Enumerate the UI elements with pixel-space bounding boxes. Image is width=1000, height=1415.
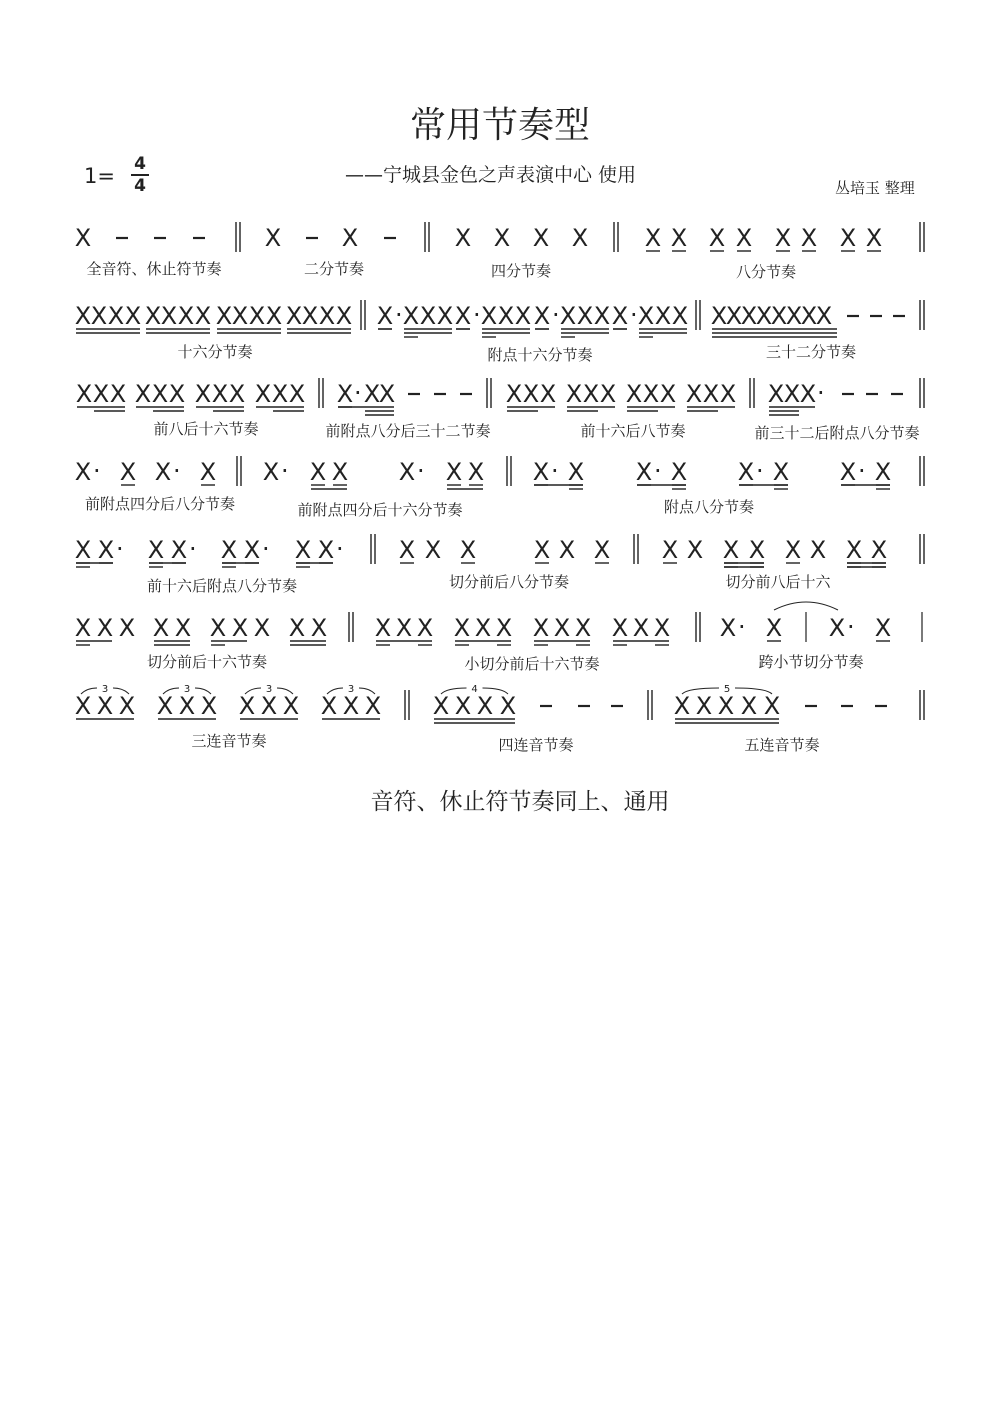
note-x: X [174,614,192,642]
note-x: X [424,536,442,564]
note-x: X [453,614,471,642]
rhythm-label: 全音符、休止符节奏 [86,260,222,278]
tuplet-number: 3 [183,684,191,695]
note-x: X [774,224,792,252]
note-x: X [770,302,788,330]
note-x: X [248,302,266,330]
note-x: X [156,692,174,720]
note-x: X [839,458,857,486]
note-x: X [533,302,551,330]
rhythm-label: 五连音节奏 [744,736,820,754]
note-x: X [178,692,196,720]
note-x: X [740,692,758,720]
note-x: X [637,302,655,330]
augmentation-dot: · [738,613,746,641]
note-x: X [309,458,327,486]
note-x: X [74,536,92,564]
note-x: X [200,692,218,720]
note-x: X [199,458,217,486]
note-x: X [708,224,726,252]
note-x: X [599,380,617,408]
note-x: X [336,380,354,408]
note-x: X [432,692,450,720]
note-x: X [294,536,312,564]
note-x: X [310,614,328,642]
rhythm-label: 八分节奏 [735,263,797,281]
note-x: X [686,536,704,564]
note-x: X [784,536,802,564]
rhythm-label: 前附点四分后十六分节奏 [297,501,463,519]
augmentation-dot: · [654,457,662,485]
note-x: X [809,536,827,564]
augmentation-dot: · [354,379,362,407]
note-x: X [398,536,416,564]
note-x: X [260,692,278,720]
note-x: X [582,380,600,408]
note-x: X [253,614,271,642]
note-x: X [659,380,677,408]
augmentation-dot: · [189,535,197,563]
note-x: X [374,614,392,642]
note-x: X [376,302,394,330]
note-x: X [107,302,125,330]
note-x: X [209,614,227,642]
note-x: X [342,692,360,720]
rhythm-label: 附点八分节奏 [663,498,755,516]
note-x: X [228,380,246,408]
note-x: X [74,692,92,720]
note-x: X [151,380,169,408]
augmentation-dot: · [336,535,344,563]
footer-note: 音符、休止符节奏同上、通用 [370,789,670,815]
note-x: X [670,224,688,252]
note-x: X [828,614,846,642]
rhythm-label: 四分节奏 [490,262,552,280]
augmentation-dot: · [173,457,181,485]
note-x: X [168,380,186,408]
note-x: X [574,614,592,642]
augmentation-dot: · [756,457,764,485]
augmentation-dot: · [817,379,825,407]
note-x: X [800,302,818,330]
note-x: X [474,614,492,642]
note-x: X [735,224,753,252]
note-x: X [134,380,152,408]
note-x: X [118,692,136,720]
note-x: X [335,302,353,330]
rhythm-label: 三十二分节奏 [765,343,857,361]
note-x: X [467,458,485,486]
note-x: X [532,458,550,486]
note-x: X [211,380,229,408]
note-x: X [74,302,92,330]
note-x: X [215,302,233,330]
note-x: X [815,302,833,330]
note-x: X [661,536,679,564]
note-x: X [152,614,170,642]
note-x: X [154,458,172,486]
rhythm-label: 切分前后八分节奏 [448,573,570,591]
note-x: X [532,224,550,252]
note-x: X [264,224,282,252]
rhythm-label: 切分前后十六节奏 [146,653,268,671]
note-x: X [194,302,212,330]
note-x: X [92,380,110,408]
note-x: X [644,224,662,252]
note-x: X [505,380,523,408]
note-x: X [553,614,571,642]
note-x: X [97,536,115,564]
page-title: 常用节奏型 [409,105,590,146]
note-x: X [870,536,888,564]
note-x: X [755,302,773,330]
note-x: X [737,458,755,486]
rhythm-label: 三连音节奏 [191,732,267,750]
arranger-credit: 丛培玉 整理 [835,179,915,197]
augmentation-dot: · [395,301,403,329]
note-x: X [635,458,653,486]
note-x: X [558,536,576,564]
augmentation-dot: · [858,457,866,485]
rhythm-label: 四连音节奏 [498,736,574,754]
note-x: X [194,380,212,408]
note-x: X [670,458,688,486]
note-x: X [772,458,790,486]
note-x: X [454,224,472,252]
tuplet-number: 3 [265,684,273,695]
note-x: X [160,302,178,330]
augmentation-dot: · [473,301,481,329]
note-x: X [865,224,883,252]
note-x: X [416,614,434,642]
note-x: X [799,380,817,408]
note-x: X [874,614,892,642]
augmentation-dot: · [552,301,560,329]
note-x: X [480,302,498,330]
note-x: X [748,536,766,564]
note-x: X [710,302,728,330]
note-x: X [702,380,720,408]
note-x: X [378,380,396,408]
note-x: X [331,458,349,486]
note-x: X [419,302,437,330]
note-x: X [238,692,256,720]
note-x: X [565,380,583,408]
note-x: X [839,224,857,252]
note-x: X [632,614,650,642]
augmentation-dot: · [281,457,289,485]
note-x: X [845,536,863,564]
note-x: X [231,302,249,330]
note-x: X [288,614,306,642]
note-x: X [282,692,300,720]
note-x: X [402,302,420,330]
note-x: X [74,458,92,486]
rhythm-label: 附点十六分节奏 [487,346,593,364]
note-x: X [765,614,783,642]
note-x: X [493,224,511,252]
note-x: X [301,302,319,330]
note-x: X [96,614,114,642]
note-x: X [74,224,92,252]
augmentation-dot: · [417,457,425,485]
rhythm-label: 前三十二后附点八分节奏 [754,424,920,442]
note-x: X [522,380,540,408]
note-x: X [497,302,515,330]
note-x: X [454,302,472,330]
note-x: X [719,614,737,642]
note-x: X [783,380,801,408]
note-x: X [109,380,127,408]
subtitle: ——宁城县金色之声表演中心 使用 [345,164,637,186]
note-x: X [593,302,611,330]
note-x: X [593,536,611,564]
note-x: X [398,458,416,486]
note-x: X [395,614,413,642]
note-x: X [576,302,594,330]
note-x: X [567,458,585,486]
key-signature: 1= [84,164,115,188]
note-x: X [74,614,92,642]
rhythm-label: 跨小节切分节奏 [758,653,864,671]
rhythm-label: 切分前八后十六 [725,573,831,591]
note-x: X [671,302,689,330]
note-x: X [719,380,737,408]
note-x: X [673,692,691,720]
note-x: X [318,302,336,330]
note-x: X [611,302,629,330]
augmentation-dot: · [847,613,855,641]
note-x: X [653,614,671,642]
note-x: X [654,302,672,330]
note-x: X [571,224,589,252]
note-x: X [725,302,743,330]
note-x: X [785,302,803,330]
note-x: X [539,380,557,408]
rhythm-label: 前附点八分后三十二节奏 [325,422,491,440]
time-signature-bottom: 4 [134,175,146,196]
note-x: X [288,380,306,408]
note-x: X [285,302,303,330]
rhythm-label: 小切分前后十六节奏 [464,655,600,673]
tuplet-number: 5 [723,684,731,695]
note-x: X [800,224,818,252]
note-x: X [722,536,740,564]
note-x: X [118,614,136,642]
note-x: X [533,536,551,564]
note-x: X [177,302,195,330]
note-x: X [262,458,280,486]
note-x: X [532,614,550,642]
note-x: X [559,302,577,330]
note-x: X [320,692,338,720]
augmentation-dot: · [551,457,559,485]
augmentation-dot: · [262,535,270,563]
note-x: X [220,536,238,564]
note-x: X [740,302,758,330]
note-x: X [695,692,713,720]
rhythm-label: 前十六后附点八分节奏 [146,577,298,595]
note-x: X [363,380,381,408]
note-x: X [96,692,114,720]
augmentation-dot: · [630,301,638,329]
rhythm-label: 十六分节奏 [177,343,253,361]
note-x: X [170,536,188,564]
rhythm-label: 前八后十六节奏 [153,420,259,438]
rhythm-label: 二分节奏 [303,260,365,278]
note-x: X [611,614,629,642]
note-x: X [119,458,137,486]
note-x: X [717,692,735,720]
note-x: X [317,536,335,564]
note-x: X [436,302,454,330]
note-x: X [874,458,892,486]
note-x: X [454,692,472,720]
tuplet-number: 3 [347,684,355,695]
augmentation-dot: · [93,457,101,485]
note-x: X [271,380,289,408]
rhythm-label: 前十六后八节奏 [580,422,686,440]
note-x: X [75,380,93,408]
note-x: X [642,380,660,408]
note-x: X [625,380,643,408]
note-x: X [265,302,283,330]
note-x: X [243,536,261,564]
note-x: X [767,380,785,408]
note-x: X [124,302,142,330]
note-x: X [364,692,382,720]
time-signature-top: 4 [134,154,146,174]
rhythm-label: 前附点四分后八分节奏 [84,495,236,513]
note-x: X [495,614,513,642]
note-x: X [445,458,463,486]
note-x: X [144,302,162,330]
note-x: X [499,692,517,720]
note-x: X [514,302,532,330]
note-x: X [341,224,359,252]
tuplet-number: 4 [471,684,478,695]
note-x: X [90,302,108,330]
note-x: X [231,614,249,642]
note-x: X [459,536,477,564]
tie-arc [774,602,838,610]
note-x: X [685,380,703,408]
note-x: X [254,380,272,408]
augmentation-dot: · [116,535,124,563]
note-x: X [476,692,494,720]
note-x: X [763,692,781,720]
note-x: X [147,536,165,564]
tuplet-number: 3 [101,684,109,695]
